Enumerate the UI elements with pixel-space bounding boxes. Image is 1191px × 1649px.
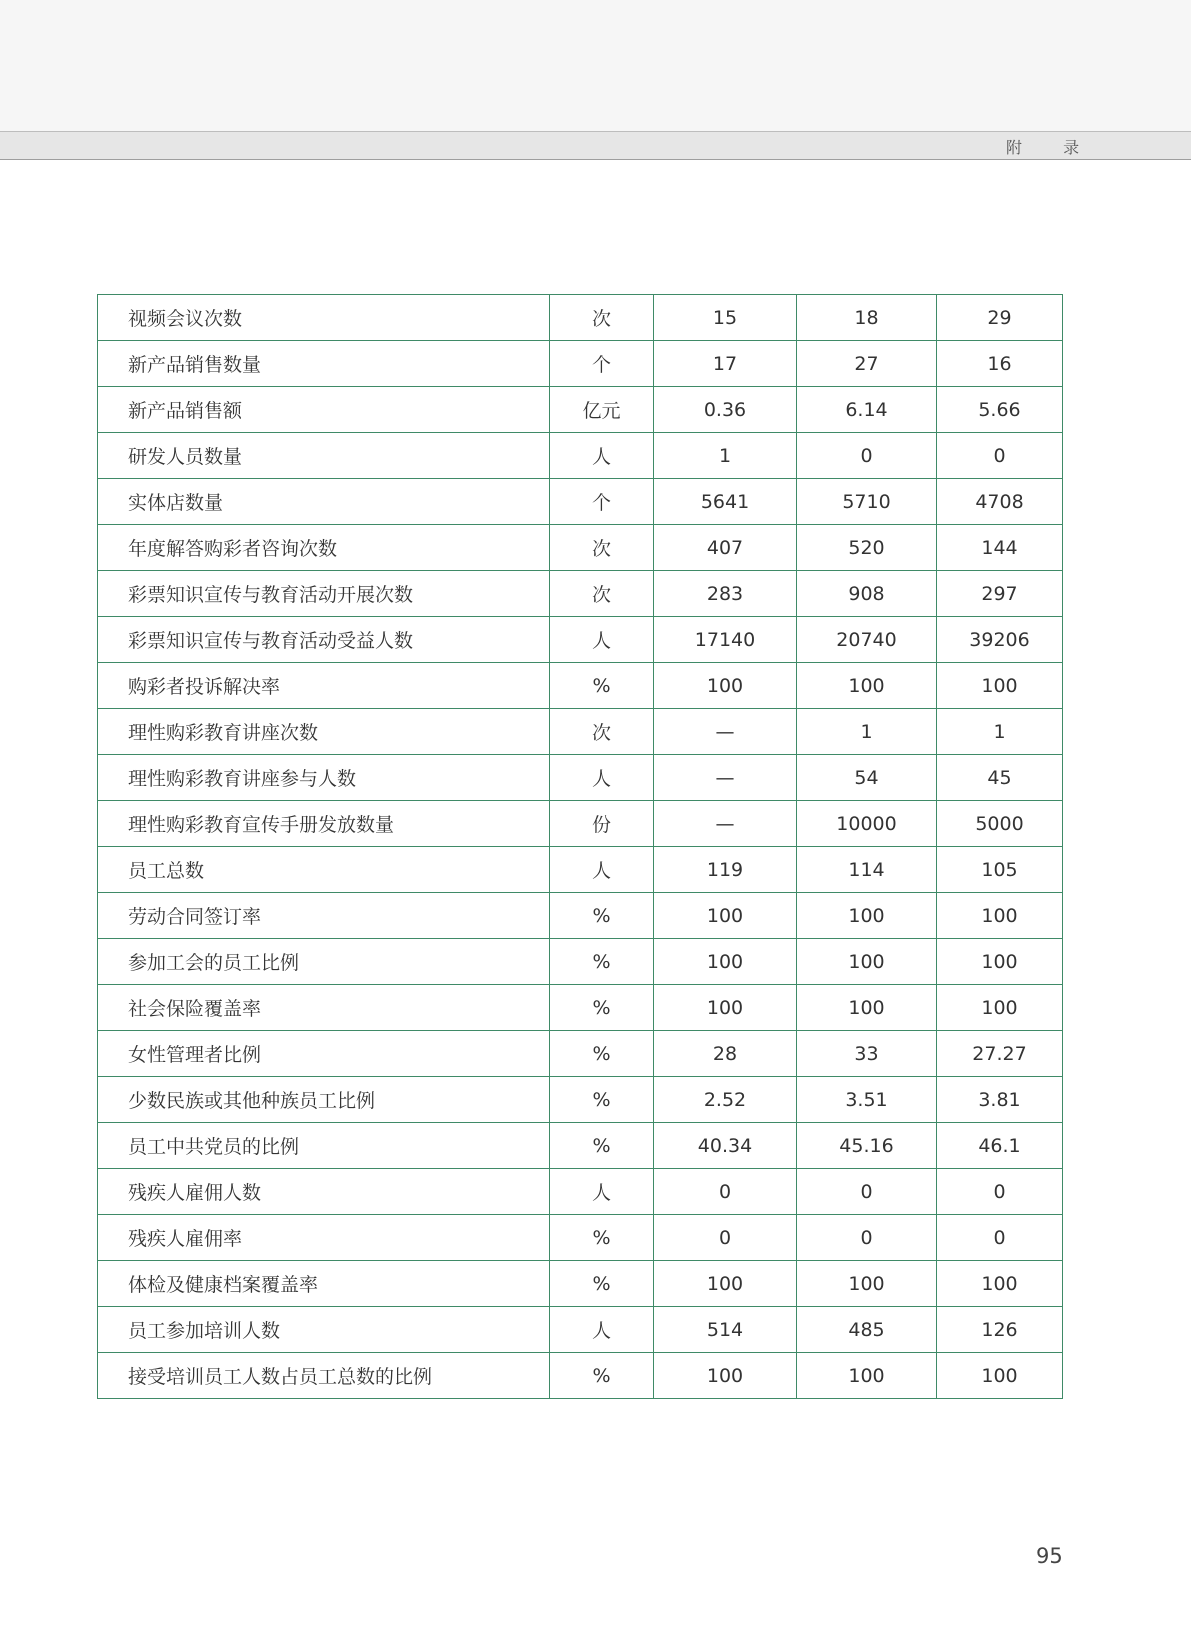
unit-cell: 次	[550, 295, 654, 341]
metric-name-cell: 员工中共党员的比例	[98, 1123, 550, 1169]
value-cell-col2: 3.51	[797, 1077, 937, 1123]
value-cell-col3: 297	[937, 571, 1063, 617]
value-cell-col3: 16	[937, 341, 1063, 387]
value-cell-col2: 33	[797, 1031, 937, 1077]
value-cell-col1: 283	[654, 571, 797, 617]
value-cell-col1: 119	[654, 847, 797, 893]
table-row	[98, 295, 1063, 341]
value-cell-col2: 10000	[797, 801, 937, 847]
metric-name-cell: 彩票知识宣传与教育活动开展次数	[98, 571, 550, 617]
value-cell-col3: 100	[937, 663, 1063, 709]
metric-name-cell: 参加工会的员工比例	[98, 939, 550, 985]
unit-cell: 人	[550, 847, 654, 893]
value-cell-col2: 100	[797, 663, 937, 709]
unit-cell: %	[550, 985, 654, 1031]
value-cell-col1: —	[654, 755, 797, 801]
metric-name-cell: 接受培训员工人数占员工总数的比例	[98, 1353, 550, 1399]
value-cell-col2: 114	[797, 847, 937, 893]
unit-cell: 亿元	[550, 387, 654, 433]
unit-cell: %	[550, 1077, 654, 1123]
unit-cell: %	[550, 1123, 654, 1169]
table-row	[98, 1261, 1063, 1307]
unit-cell: %	[550, 893, 654, 939]
table-row	[98, 1031, 1063, 1077]
table-body	[98, 295, 1063, 1399]
value-cell-col1: 28	[654, 1031, 797, 1077]
metric-name-cell: 理性购彩教育讲座参与人数	[98, 755, 550, 801]
value-cell-col1: 407	[654, 525, 797, 571]
value-cell-col1: —	[654, 801, 797, 847]
value-cell-col1: 40.34	[654, 1123, 797, 1169]
value-cell-col1: 1	[654, 433, 797, 479]
table-row	[98, 1169, 1063, 1215]
value-cell-col2: 100	[797, 1261, 937, 1307]
value-cell-col2: 0	[797, 1169, 937, 1215]
value-cell-col2: 100	[797, 1353, 937, 1399]
unit-cell: 次	[550, 525, 654, 571]
value-cell-col3: 126	[937, 1307, 1063, 1353]
unit-cell: 人	[550, 1169, 654, 1215]
table-row	[98, 939, 1063, 985]
value-cell-col3: 0	[937, 433, 1063, 479]
value-cell-col2: 0	[797, 1215, 937, 1261]
value-cell-col1: 100	[654, 1261, 797, 1307]
metric-name-cell: 彩票知识宣传与教育活动受益人数	[98, 617, 550, 663]
value-cell-col2: 520	[797, 525, 937, 571]
value-cell-col2: 1	[797, 709, 937, 755]
metric-name-cell: 理性购彩教育宣传手册发放数量	[98, 801, 550, 847]
value-cell-col1: 5641	[654, 479, 797, 525]
page-number: 95	[1036, 1544, 1063, 1568]
value-cell-col2: 100	[797, 939, 937, 985]
value-cell-col3: 144	[937, 525, 1063, 571]
table-row	[98, 617, 1063, 663]
metric-name-cell: 社会保险覆盖率	[98, 985, 550, 1031]
value-cell-col2: 0	[797, 433, 937, 479]
value-cell-col1: 0	[654, 1169, 797, 1215]
table-row	[98, 663, 1063, 709]
metric-name-cell: 理性购彩教育讲座次数	[98, 709, 550, 755]
value-cell-col3: 100	[937, 1261, 1063, 1307]
value-cell-col1: 2.52	[654, 1077, 797, 1123]
value-cell-col3: 100	[937, 1353, 1063, 1399]
unit-cell: 人	[550, 755, 654, 801]
table-row	[98, 1215, 1063, 1261]
table-row	[98, 1307, 1063, 1353]
value-cell-col1: 0	[654, 1215, 797, 1261]
value-cell-col1: 17140	[654, 617, 797, 663]
unit-cell: %	[550, 1031, 654, 1077]
table-row	[98, 755, 1063, 801]
data-table	[97, 294, 1063, 1399]
value-cell-col3: 105	[937, 847, 1063, 893]
value-cell-col3: 5000	[937, 801, 1063, 847]
metric-name-cell: 员工总数	[98, 847, 550, 893]
table-row	[98, 801, 1063, 847]
table-row	[98, 341, 1063, 387]
value-cell-col1: 100	[654, 1353, 797, 1399]
unit-cell: 人	[550, 617, 654, 663]
table-row	[98, 525, 1063, 571]
metric-name-cell: 视频会议次数	[98, 295, 550, 341]
value-cell-col1: 100	[654, 663, 797, 709]
value-cell-col3: 29	[937, 295, 1063, 341]
value-cell-col1: 100	[654, 985, 797, 1031]
value-cell-col2: 100	[797, 893, 937, 939]
metric-name-cell: 女性管理者比例	[98, 1031, 550, 1077]
value-cell-col2: 18	[797, 295, 937, 341]
table-row	[98, 847, 1063, 893]
section-label: 附 录	[1006, 138, 1098, 157]
table-row	[98, 893, 1063, 939]
metric-name-cell: 购彩者投诉解决率	[98, 663, 550, 709]
value-cell-col3: 5.66	[937, 387, 1063, 433]
value-cell-col3: 45	[937, 755, 1063, 801]
value-cell-col1: 0.36	[654, 387, 797, 433]
unit-cell: %	[550, 939, 654, 985]
table-row	[98, 571, 1063, 617]
value-cell-col1: 17	[654, 341, 797, 387]
unit-cell: %	[550, 1353, 654, 1399]
metric-name-cell: 研发人员数量	[98, 433, 550, 479]
metric-name-cell: 劳动合同签订率	[98, 893, 550, 939]
value-cell-col2: 45.16	[797, 1123, 937, 1169]
unit-cell: 个	[550, 341, 654, 387]
value-cell-col3: 27.27	[937, 1031, 1063, 1077]
unit-cell: 份	[550, 801, 654, 847]
value-cell-col1: 514	[654, 1307, 797, 1353]
metric-name-cell: 新产品销售额	[98, 387, 550, 433]
value-cell-col1: 15	[654, 295, 797, 341]
unit-cell: 次	[550, 709, 654, 755]
value-cell-col2: 100	[797, 985, 937, 1031]
metric-name-cell: 实体店数量	[98, 479, 550, 525]
metric-name-cell: 残疾人雇佣率	[98, 1215, 550, 1261]
value-cell-col3: 100	[937, 939, 1063, 985]
value-cell-col3: 0	[937, 1215, 1063, 1261]
table-row	[98, 985, 1063, 1031]
table-row	[98, 1123, 1063, 1169]
value-cell-col3: 1	[937, 709, 1063, 755]
table-row	[98, 1353, 1063, 1399]
value-cell-col2: 6.14	[797, 387, 937, 433]
unit-cell: 人	[550, 433, 654, 479]
table-row	[98, 1077, 1063, 1123]
value-cell-col1: 100	[654, 939, 797, 985]
value-cell-col3: 46.1	[937, 1123, 1063, 1169]
value-cell-col2: 485	[797, 1307, 937, 1353]
metric-name-cell: 体检及健康档案覆盖率	[98, 1261, 550, 1307]
value-cell-col3: 0	[937, 1169, 1063, 1215]
metric-name-cell: 年度解答购彩者咨询次数	[98, 525, 550, 571]
metric-name-cell: 少数民族或其他种族员工比例	[98, 1077, 550, 1123]
metric-name-cell: 新产品销售数量	[98, 341, 550, 387]
value-cell-col2: 27	[797, 341, 937, 387]
value-cell-col3: 100	[937, 985, 1063, 1031]
unit-cell: %	[550, 1215, 654, 1261]
table-row	[98, 433, 1063, 479]
unit-cell: 个	[550, 479, 654, 525]
metric-name-cell: 残疾人雇佣人数	[98, 1169, 550, 1215]
value-cell-col2: 5710	[797, 479, 937, 525]
metric-name-cell: 员工参加培训人数	[98, 1307, 550, 1353]
table-row	[98, 709, 1063, 755]
value-cell-col1: —	[654, 709, 797, 755]
table-row	[98, 479, 1063, 525]
value-cell-col2: 20740	[797, 617, 937, 663]
value-cell-col3: 4708	[937, 479, 1063, 525]
value-cell-col2: 908	[797, 571, 937, 617]
unit-cell: 次	[550, 571, 654, 617]
table-row	[98, 387, 1063, 433]
section-header-bar	[0, 131, 1191, 160]
value-cell-col3: 100	[937, 893, 1063, 939]
unit-cell: 人	[550, 1307, 654, 1353]
value-cell-col2: 54	[797, 755, 937, 801]
value-cell-col1: 100	[654, 893, 797, 939]
value-cell-col3: 39206	[937, 617, 1063, 663]
unit-cell: %	[550, 1261, 654, 1307]
value-cell-col3: 3.81	[937, 1077, 1063, 1123]
unit-cell: %	[550, 663, 654, 709]
top-margin	[0, 0, 1191, 131]
